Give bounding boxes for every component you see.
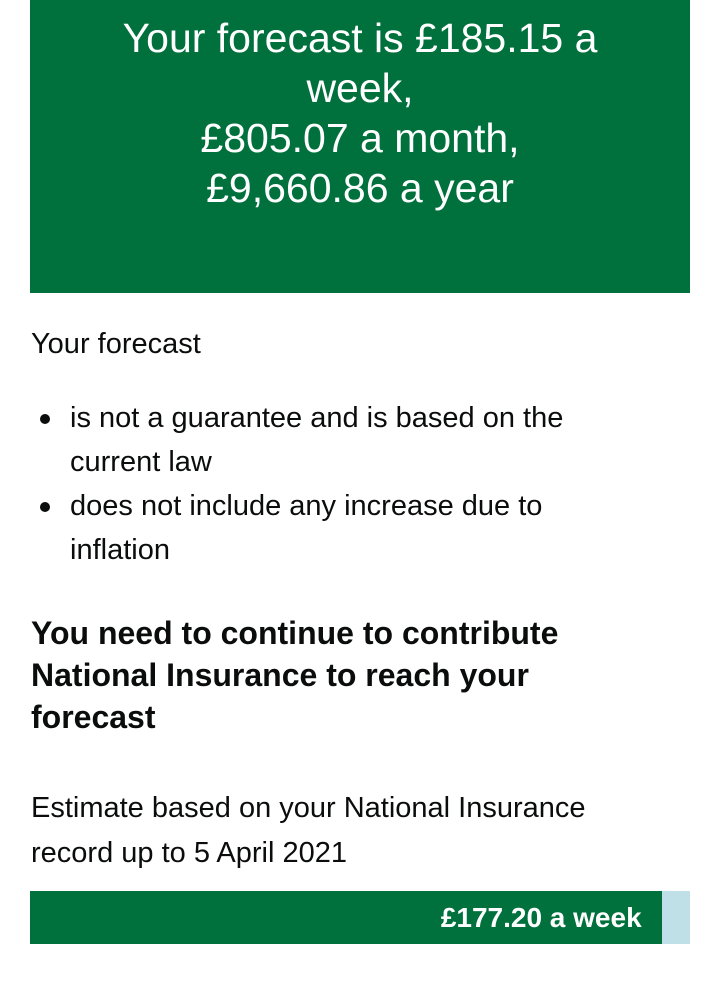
estimate-description (31, 786, 691, 876)
forecast-panel-heading (30, 13, 690, 213)
estimate-bar-fill (30, 891, 662, 944)
bullet-icon (40, 414, 50, 424)
forecast-conditions-list (70, 396, 670, 572)
forecast-line-yearly: £9,660.86 a year (206, 165, 514, 211)
forecast-line-weekly: Your forecast is £185.15 a (122, 15, 598, 61)
forecast-intro: Your forecast (31, 328, 201, 360)
forecast-line-monthly: £805.07 a month, (200, 115, 520, 161)
list-item-line: inflation (70, 534, 170, 566)
estimate-line: record up to 5 April 2021 (31, 837, 347, 869)
heading-line: forecast (31, 699, 156, 735)
estimate-bar (30, 891, 690, 944)
list-item-line: does not include any increase due to (70, 490, 543, 522)
list-item (70, 484, 670, 572)
list-item-line: current law (70, 446, 212, 478)
heading-line: National Insurance to reach your (31, 657, 529, 693)
estimate-bar-label: £177.20 a week (440, 902, 642, 933)
forecast-line-weekly-cont: week, (306, 65, 414, 111)
contribution-heading (31, 612, 671, 738)
list-item-line: is not a guarantee and is based on the (70, 402, 564, 434)
list-item (70, 396, 670, 484)
forecast-panel (30, 0, 690, 293)
heading-line: You need to continue to contribute (31, 615, 559, 651)
bullet-icon (40, 502, 50, 512)
estimate-line: Estimate based on your National Insurance (31, 792, 586, 824)
